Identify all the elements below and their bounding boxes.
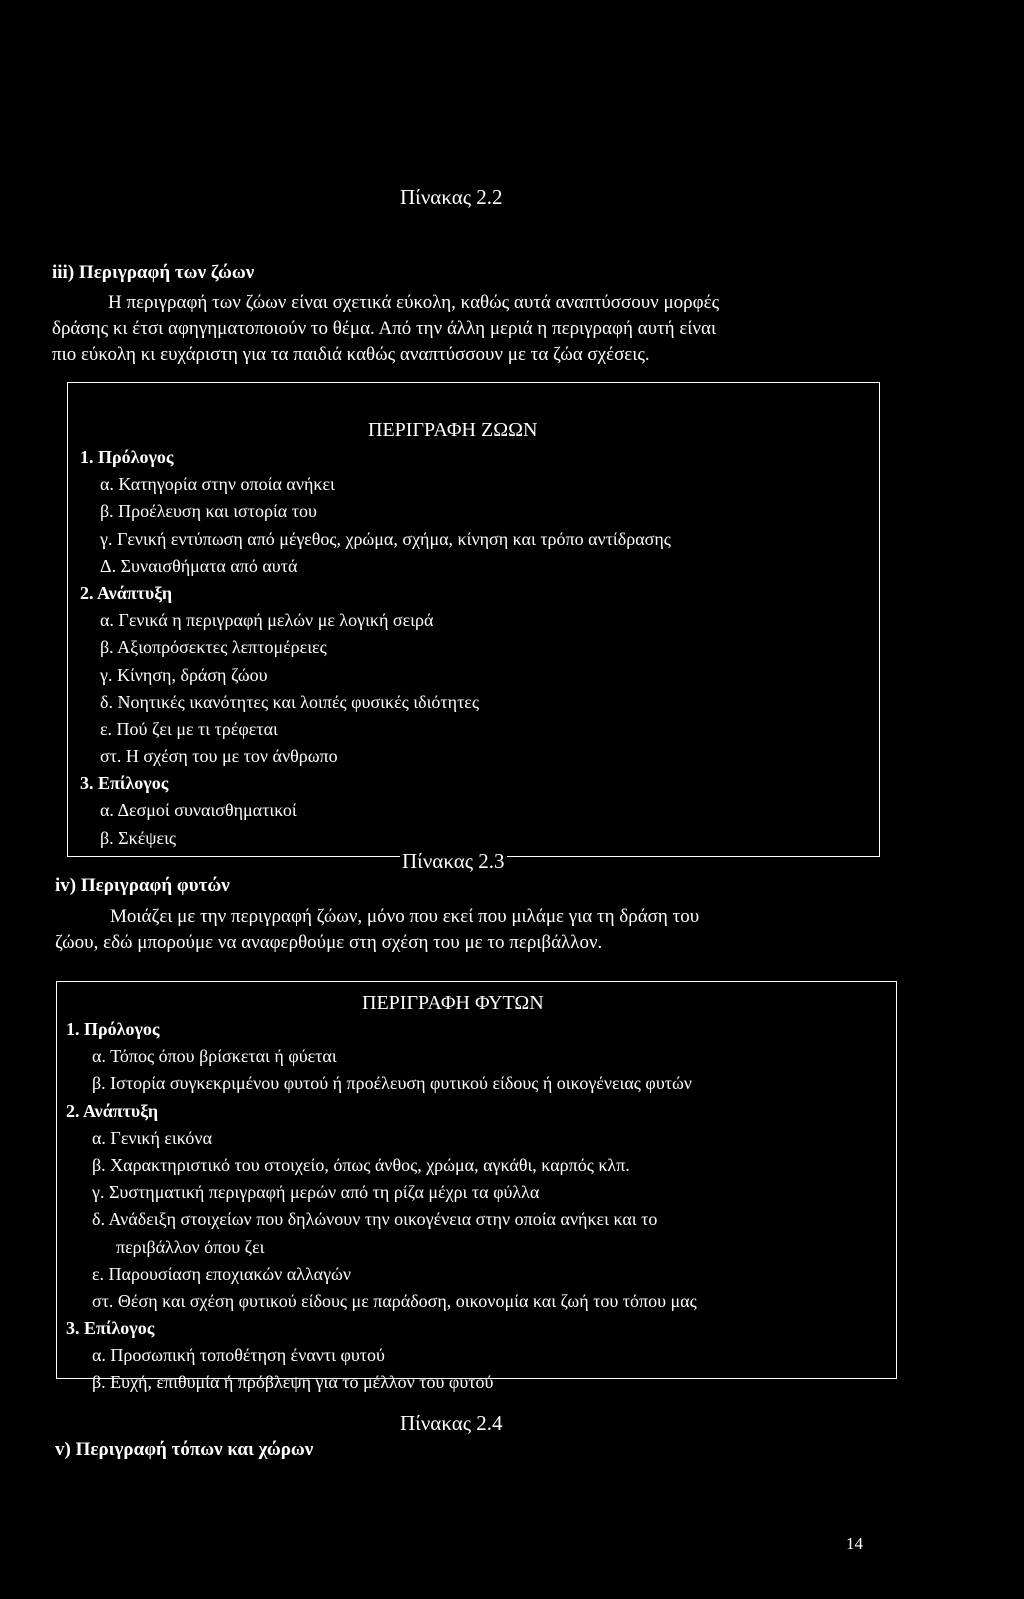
plants-outline (66, 1016, 697, 1397)
section-heading-plants: iv) Περιγραφή φυτών (55, 875, 230, 896)
paragraph-line: πιο εύκολη κι ευχάριστη για τα παιδιά καθώς αναπτύσσουν με τα ζώα σχέσεις. (52, 344, 650, 365)
outline-heading: 3. Επίλογος (66, 1318, 155, 1339)
outline-item: β. Ευχή, επιθυμία ή πρόβλεψη για το μέλλον του φυτού (92, 1372, 494, 1393)
outline-heading: 2. Ανάπτυξη (66, 1100, 159, 1121)
animals-description-box (67, 382, 880, 857)
box-title: ΠΕΡΙΓΡΑΦΗ ΖΩΩΝ (368, 419, 538, 441)
section-heading-animals: iii) Περιγραφή των ζώων (52, 262, 255, 283)
paragraph-line: Η περιγραφή των ζώων είναι σχετικά εύκολη, καθώς αυτά αναπτύσσουν μορφές (108, 292, 720, 313)
outline-item: β. Σκέψεις (100, 827, 177, 848)
section-heading-places: v) Περιγραφή τόπων και χώρων (55, 1439, 314, 1460)
paragraph-line: Μοιάζει με την περιγραφή ζώων, μόνο που εκεί που μιλάμε για τη δράση του (110, 906, 700, 927)
table-caption-2-2: Πίνακας 2.2 (400, 185, 503, 209)
outline-heading: 3. Επίλογος (80, 773, 169, 794)
outline-item: στ. Θέση και σχέση φυτικού είδους με παράδοση, οικονομία και ζωή του τόπου μας (92, 1290, 697, 1311)
paragraph-line: δράσης κι έτσι αφηγηματοποιούν το θέμα. Από την άλλη μεριά η περιγραφή αυτή είναι (52, 318, 717, 339)
outline-item: α. Δεσμοί συναισθηματικοί (100, 800, 297, 821)
outline-item: ε. Πού ζει με τι τρέφεται (100, 718, 278, 739)
outline-item: β. Προέλευση και ιστορία του (100, 501, 317, 522)
outline-item: δ. Νοητικές ικανότητες και λοιπές φυσικές ιδιότητες (100, 691, 479, 712)
outline-item: α. Γενικά η περιγραφή μελών με λογική σειρά (100, 610, 434, 631)
outline-item: α. Προσωπική τοποθέτηση έναντι φυτού (92, 1345, 385, 1366)
box-title: ΠΕΡΙΓΡΑΦΗ ΦΥΤΩΝ (362, 992, 544, 1014)
outline-item: β. Χαρακτηριστικό του στοιχείο, όπως άνθος, χρώμα, αγκάθι, καρπός κλπ. (92, 1154, 630, 1175)
section-paragraph-plants (55, 904, 699, 956)
outline-heading: 1. Πρόλογος (66, 1019, 160, 1039)
outline-item: α. Κατηγορία στην οποία ανήκει (100, 474, 335, 495)
outline-item: γ. Συστηματική περιγραφή μερών από τη ρίζα μέχρι τα φύλλα (92, 1182, 540, 1203)
outline-item: β. Ιστορία συγκεκριμένου φυτού ή προέλευση φυτικού είδους ή οικογένειας φυτών (92, 1073, 692, 1094)
plants-description-box (56, 981, 897, 1393)
outline-item: γ. Γενική εντύπωση από μέγεθος, χρώμα, σχήμα, κίνηση και τρόπο αντίδρασης (100, 528, 671, 549)
outline-item: α. Γενική εικόνα (92, 1127, 213, 1148)
outline-heading: 1. Πρόλογος (80, 447, 174, 467)
table-caption-2-4: Πίνακας 2.4 (400, 1411, 503, 1435)
outline-item: δ. Ανάδειξη στοιχείων που δηλώνουν την οικογένεια στην οποία ανήκει και το (92, 1209, 658, 1230)
outline-item: β. Αξιοπρόσεκτες λεπτομέρειες (100, 637, 327, 658)
outline-item: ε. Παρουσίαση εποχιακών αλλαγών (92, 1263, 352, 1284)
table-caption-2-3: Πίνακας 2.3 (402, 849, 505, 873)
section-paragraph-animals (52, 290, 719, 368)
outline-item: γ. Κίνηση, δράση ζώου (100, 664, 268, 685)
outline-item: περιβάλλον όπου ζει (116, 1236, 265, 1257)
outline-item: στ. Η σχέση του με τον άνθρωπο (100, 746, 338, 767)
page-number: 14 (846, 1534, 863, 1553)
outline-item: α. Τόπος όπου βρίσκεται ή φύεται (92, 1046, 337, 1067)
outline-heading: 2. Ανάπτυξη (80, 582, 173, 603)
paragraph-line: ζώου, εδώ μπορούμε να αναφερθούμε στη σχέση του με το περιβάλλον. (55, 932, 603, 953)
animals-outline (80, 444, 671, 852)
outline-item: Δ. Συναισθήματα από αυτά (100, 555, 298, 576)
